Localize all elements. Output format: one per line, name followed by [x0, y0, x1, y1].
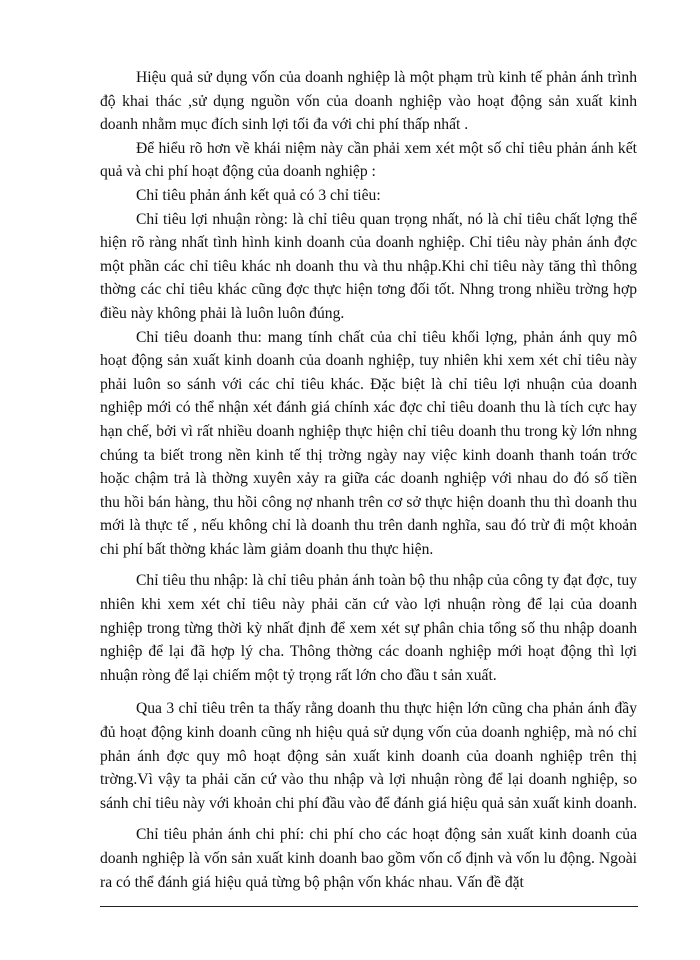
paragraph-cost-indicator: Chỉ tiêu phản ánh chi phí: chi phí cho các hoạt động sản xuất kinh doanh của doanh nghiệp là vốn sản xuất kinh doanh bao gồm vốn cố định và vốn lu động. Ngoài ra có thể đánh giá hiệu quả từng bộ phận vốn khác nhau. Vấn đề đặt [100, 826, 637, 891]
paragraph-efficiency-definition: Hiệu quả sử dụng vốn của doanh nghiệp là một phạm trù kinh tế phản ánh trình độ khai thác ,sử dụng nguồn vốn của doanh nghiệp vào hoạt động sản xuất kinh doanh nhằm mục đích sinh lợi tối đa với chi phí thấp nhất . [100, 69, 637, 134]
paragraph-net-profit: Chỉ tiêu lợi nhuận ròng: là chỉ tiêu quan trọng nhất, nó là chỉ tiêu chất lợng thể hiện rõ ràng nhất tình hình kinh doanh của doanh nghiệp. Chỉ tiêu này phản ánh đợc một phần các chỉ tiêu khác nh doanh thu và thu nhập.Khi chỉ tiêu này tăng thì thông thờng các chỉ tiêu khác cũng đợc thực hiện tơng đối tốt. Nhng trong nhiều trờng hợp điều này không phải là luôn luôn đúng. [100, 210, 637, 322]
paragraph-indicator-intro: Để hiểu rõ hơn về khái niệm này cần phải xem xét một số chỉ tiêu phản ánh kết quả và chi phí hoạt động của doanh nghiệp : [100, 139, 637, 181]
paragraph-revenue: Chỉ tiêu doanh thu: mang tính chất của chỉ tiêu khối lợng, phản ánh quy mô hoạt động sản xuất kinh doanh của doanh nghiệp, tuy nhiên khi xem xét chỉ tiêu này phải luôn so sánh với các chỉ tiêu khác. Đặc biệt là chỉ tiêu lợi nhuận của doanh nghiệp mới có thể nhận xét đánh giá chính xác đợc chỉ tiêu doanh thu là tích cực hay hạn chế, bởi vì rất nhiều doanh nghiệp thực hiện chỉ tiêu doanh thu trong kỳ lớn nhng chúng ta biết trong nền kinh tế thị trờng ngày nay việc kinh doanh thanh toán trớc hoặc chậm trả là thờng xuyên xảy ra giữa các doanh nghiệp với nhau do đó số tiền thu hồi bán hàng, thu hồi công nợ nhanh trên cơ sở thực hiện doanh thu thì doanh thu mới là thực tế , nếu không chỉ là doanh thu trên danh nghĩa, sau đó trừ đi một khoản chi phí bất thờng khác làm giảm doanh thu thực hiện. [100, 328, 637, 558]
footer-divider [100, 906, 638, 907]
paragraph-result-indicators-heading: Chỉ tiêu phản ánh kết quả có 3 chỉ tiêu: [136, 186, 381, 204]
paragraph-summary: Qua 3 chỉ tiêu trên ta thấy rằng doanh thu thực hiện lớn cũng cha phản ánh đầy đủ hoạt động kinh doanh cũng nh hiệu quả sử dụng vốn của doanh nghiệp, mà nó chỉ phản ánh đợc quy mô hoạt động sản xuất kinh doanh của doanh nghiệp trên thị trờng.Vì vậy ta phải căn cứ vào thu nhập và lợi nhuận ròng để lại doanh nghiệp, so sánh chỉ tiêu này với khoản chi phí đầu vào để đánh giá hiệu quả sản xuất kinh doanh. [100, 700, 638, 812]
body-text [100, 66, 637, 894]
paragraph-income: Chỉ tiêu thu nhập: là chỉ tiêu phản ánh toàn bộ thu nhập của công ty đạt đợc, tuy nhiên khi xem xét chỉ tiêu này phải căn cứ vào lợi nhuận ròng để lại của doanh nghiệp trong từng thời kỳ nhất định để xem xét sự phân chia tổng số thu nhập doanh nghiệp để lại đã hợp lý cha. Thông thờng các doanh nghiệp mới hoạt động thì lợi nhuận ròng để lại chiếm một tỷ trọng rất lớn cho đầu t sản xuất. [100, 572, 637, 684]
